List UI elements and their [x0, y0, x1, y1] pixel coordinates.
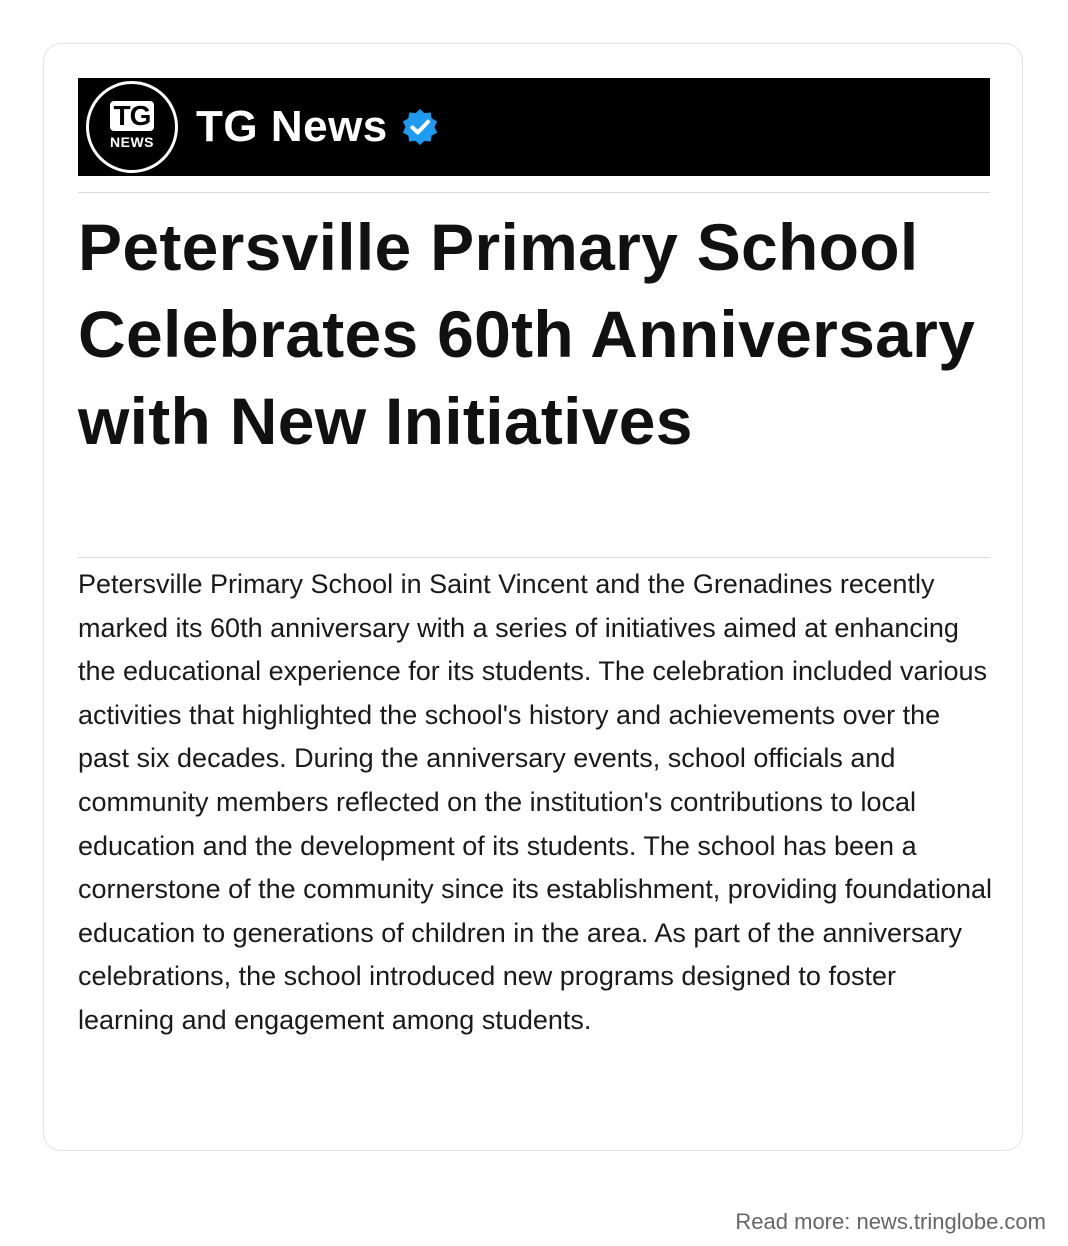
- verified-badge-icon: [400, 107, 440, 147]
- logo-top-text: TG: [110, 101, 155, 131]
- logo-bottom-text: NEWS: [110, 133, 154, 150]
- divider-middle: [78, 557, 990, 558]
- header-bar: [78, 78, 990, 176]
- read-more-link[interactable]: Read more: news.tringlobe.com: [735, 1209, 1046, 1234]
- brand-name: TG News: [196, 102, 388, 151]
- article-headline: Petersville Primary School Celebrates 60th Anniversary with New Initiatives: [78, 210, 976, 458]
- divider-top: [78, 192, 990, 193]
- article-body: Petersville Primary School in Saint Vincent and the Grenadines recently marked its 60th anniversary with a series of initiatives aimed at enhancing the educational experience for its students. The celebration included various activities that highlighted the school's history and achievements over the past six decades. During the anniversary events, school officials and community members reflected on the institution's contributions to local education and the development of its students. The school has been a cornerstone of the community since its establishment, providing foundational education to generations of children in the area. As part of the anniversary celebrations, the school introduced new programs designed to foster learning and engagement among students.: [78, 569, 992, 1035]
- tg-news-logo: [86, 81, 178, 173]
